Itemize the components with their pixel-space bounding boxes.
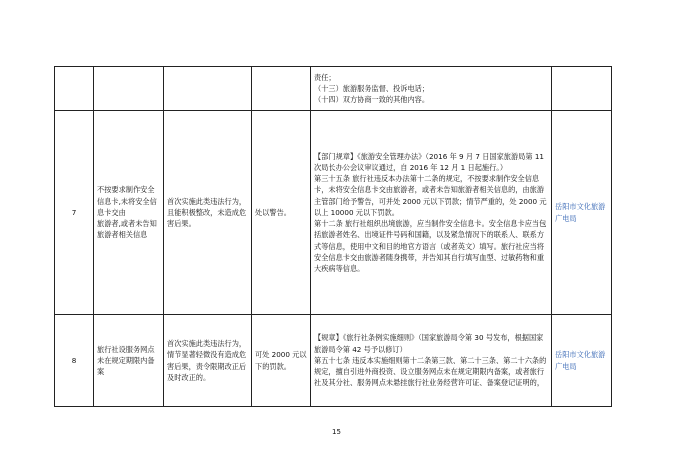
- basis-cell: [311, 67, 552, 111]
- penalty-cell: [252, 67, 311, 111]
- basis-cell: [311, 315, 552, 407]
- penalty-cell: 处以警告。: [252, 111, 311, 315]
- department-cell: [552, 67, 612, 111]
- basis-line: 【规章】《旅行社条例实施细则》（国家旅游局令第 30 号发布，根据国家旅游局令第 42 号予以修订）: [314, 333, 544, 354]
- behavior-cell: [94, 67, 164, 111]
- basis-line: 第三十五条 旅行社违反本办法第十二条的规定，不按要求制作安全信息卡，未将安全信息卡交由旅游者，或者未告知旅游者相关信息的，由旅游主管部门给予警告，可并处 2000 元以下罚款；情节严重的，处 2000 元以上 10000 元以下罚款。: [314, 174, 547, 217]
- regulation-table: [54, 66, 612, 407]
- behavior-cell: 不按要求制作安全信息卡,未将安全信息卡交由 旅游者,或者未告知旅游者相关信息: [94, 111, 164, 315]
- table-row: [55, 67, 612, 111]
- basis-cell: [311, 111, 552, 315]
- row-number: 7: [55, 111, 94, 315]
- table-row: [55, 315, 612, 407]
- penalty-cell: 可处 2000 元以下的罚款。: [252, 315, 311, 407]
- condition-cell: 首次实施此类违法行为，情节显著轻微没有造成危害后果，责令限期改正后及时改正的。: [164, 315, 252, 407]
- basis-line: 【部门规章】《旅游安全管理办法》（2016 年 9 月 7 日国家旅游局第 11 次局长办公会议审议通过，自 2016 年 12 月 1 日起施行。）: [314, 151, 544, 173]
- condition-cell: 首次实施此类违法行为，且能积极整改，未造成危害后果。: [164, 111, 252, 315]
- basis-line: （十四）双方协商一致的其他内容。: [314, 95, 430, 105]
- basis-line: 责任；: [314, 72, 336, 82]
- condition-cell: [164, 67, 252, 111]
- department-cell: 岳阳市文化旅游广电局: [552, 111, 612, 315]
- row-number: 8: [55, 315, 94, 407]
- basis-line: 第十二条 旅行社组织出境旅游，应当制作安全信息卡。安全信息卡应当包括旅游者姓名、出境证件号码和国籍，以及紧急情况下的联系人、联系方式等信息，使用中文和目的地官方语言（或者英文）填写。旅行社应当将安全信息卡交由旅游者随身携带，并告知其自行填写血型、过敏药物和重大疾病等信息。: [314, 219, 547, 273]
- department-cell: 岳阳市文化旅游广电局: [552, 315, 612, 407]
- table-row: [55, 111, 612, 315]
- page-number: 15: [332, 428, 341, 436]
- basis-line: 第五十七条 违反本实施细则第十二条第三款、第二十三条、第二十六条的规定，擅自引进外商投资、设立服务网点未在规定期限内备案，或者旅行社及其分社、服务网点未悬挂旅行社业务经营许可证、备案登记证明的，: [314, 355, 547, 388]
- basis-line: （十三）旅游服务监督、投诉电话；: [314, 83, 430, 93]
- behavior-cell: 旅行社设服务网点未在规定期限内备案: [94, 315, 164, 407]
- row-number: [55, 67, 94, 111]
